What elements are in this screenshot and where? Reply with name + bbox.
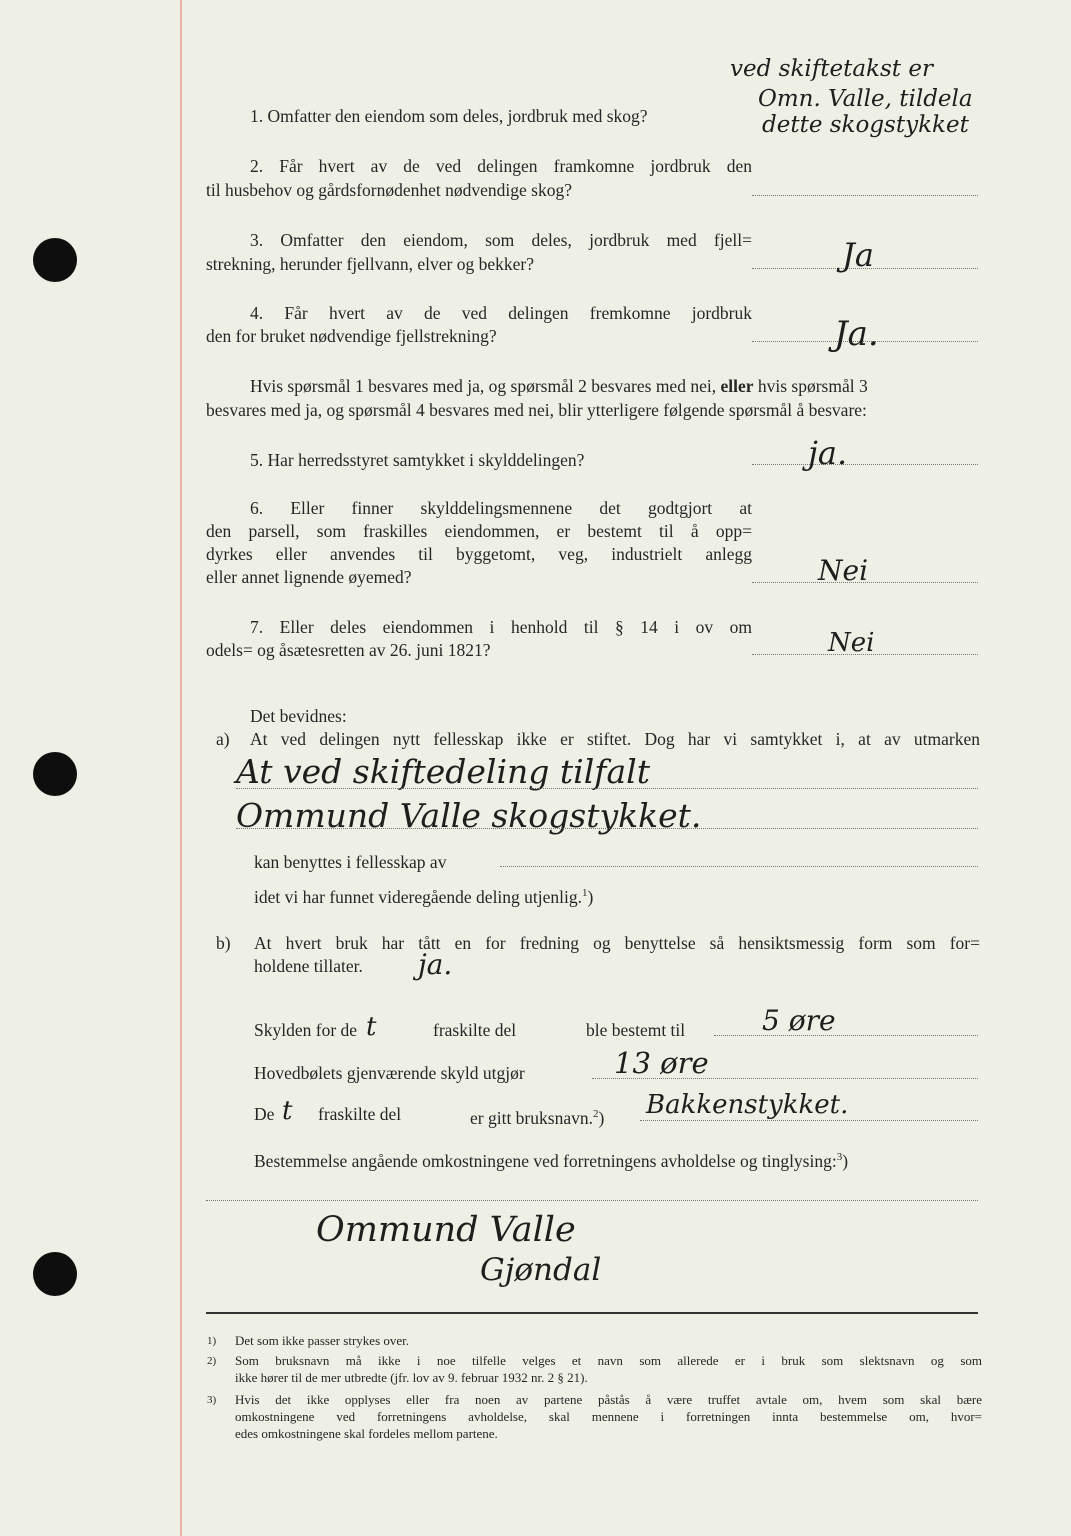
- question-7-line1: 7. Eller deles eiendommen i henhold til § 14 i ov om: [250, 617, 752, 637]
- question-6-line2: den parsell, som fraskilles eiendommen, er bestemt til å opp=: [206, 521, 752, 541]
- signature-line2: Gjøndal: [480, 1252, 602, 1288]
- certification-heading: Det bevidnes:: [250, 706, 347, 726]
- question-7-line2: odels= og åsætesretten av 26. juni 1821?: [206, 640, 491, 660]
- item-b-line2: holdene tillater.: [254, 956, 363, 976]
- item-a-text: At ved delingen nytt fellesskap ikke er stiftet. Dog har vi samtykket i, at av utmarken: [250, 729, 980, 749]
- item-a-label: a): [216, 729, 230, 749]
- item-b-label: b): [216, 933, 231, 953]
- common-use-line: [500, 866, 978, 867]
- item-b-answer: ja.: [418, 948, 453, 981]
- footnote-3: 3) Hvis det ikke opplyses eller fra noen av partene påstås å være truffet avtale om, hvem som skal bære omkostningene ved forretningens avholdelse, skal mennene i forretningen innta bestemmelse om, hvor= edes omkostningene skal fordeles mellom partene.: [207, 1392, 982, 1441]
- skyld-line3-a: De: [254, 1104, 275, 1124]
- question-2-line2: til husbehov og gårdsfornødenhet nødvendige skog?: [206, 180, 572, 200]
- footnote-rule: [206, 1312, 978, 1314]
- item-a-line-1: [236, 788, 978, 789]
- signature-line1: Ommund Valle: [316, 1210, 576, 1250]
- skyld-line1-value: 5 øre: [762, 1004, 836, 1037]
- skyld-line3-b: fraskilte del: [318, 1104, 402, 1124]
- costs-line: [206, 1200, 978, 1201]
- answer-3: Ja: [842, 236, 874, 274]
- question-5: 5. Har herredsstyret samtykket i skylddelingen?: [250, 450, 585, 470]
- question-4-line2: den for bruket nødvendige fjellstrekning?: [206, 326, 497, 346]
- idet-text: idet vi har funnet videregående deling utjenlig.$^1$): [254, 886, 594, 907]
- skyld-line1-a: Skylden for de: [254, 1020, 358, 1040]
- question-2-line1: 2. Får hvert av de ved delingen framkomne jordbruk den: [250, 156, 752, 176]
- skyld-line1-b: fraskilte del: [433, 1020, 517, 1040]
- answer-2-line: [752, 195, 978, 196]
- skyld-line1-handwritten-t: t: [366, 1012, 377, 1042]
- punch-hole-bottom: [33, 1252, 77, 1296]
- answer-1-line2: Omn. Valle, tildela: [758, 86, 973, 112]
- skyld-line3-handwritten-t: t: [282, 1096, 293, 1126]
- skyld-line1-dots: [714, 1035, 978, 1036]
- item-a-line-2: [236, 828, 978, 829]
- question-3-line2: strekning, herunder fjellvann, elver og bekker?: [206, 254, 534, 274]
- question-3-line1: 3. Omfatter den eiendom, som deles, jordbruk med fjell=: [250, 230, 752, 250]
- answer-1-line3: dette skogstykket: [762, 112, 969, 138]
- answer-4: Ja.: [834, 314, 879, 354]
- skyld-line4-text: Bestemmelse angående omkostningene ved forretningens avholdelse og tinglysing:$^3$): [254, 1150, 849, 1171]
- skyld-line3-c: er gitt bruksnavn.$^2$): [470, 1107, 605, 1128]
- punch-hole-top: [33, 238, 77, 282]
- skyld-line3-value: Bakkenstykket.: [646, 1090, 849, 1120]
- item-a-handwriting-2: Ommund Valle skogstykket.: [236, 796, 702, 835]
- question-4-line1: 4. Får hvert av de ved delingen fremkomne jordbruk: [250, 303, 752, 323]
- answer-6: Nei: [818, 554, 869, 587]
- condition-line2: besvares med ja, og spørsmål 4 besvares med nei, blir ytterligere følgende spørsmål å besvare:: [206, 400, 867, 420]
- answer-1-line1: ved skiftetakst er: [730, 56, 933, 82]
- answer-7: Nei: [828, 628, 875, 658]
- question-1: 1. Omfatter den eiendom som deles, jordbruk med skog?: [250, 106, 648, 126]
- skyld-line3-dots: [640, 1120, 978, 1121]
- item-a-handwriting-1: At ved skiftedeling tilfalt: [236, 752, 650, 791]
- question-6-line1: 6. Eller finner skylddelingsmennene det godtgjort at: [250, 498, 752, 518]
- condition-line1: Hvis spørsmål 1 besvares med ja, og spørsmål 2 besvares med nei, eller hvis spørsmål 3: [250, 376, 868, 396]
- skyld-line2-value: 13 øre: [614, 1046, 709, 1080]
- skyld-line2-text: Hovedbølets gjenværende skyld utgjør: [254, 1063, 525, 1083]
- answer-5-line: [752, 464, 978, 465]
- margin-line: [180, 0, 182, 1536]
- skyld-line1-c: ble bestemt til: [586, 1020, 686, 1040]
- common-use-text: kan benyttes i fellesskap av: [254, 852, 447, 872]
- footnote-1: 1) Det som ikke passer strykes over.: [207, 1333, 410, 1348]
- question-6-line3: dyrkes eller anvendes til byggetomt, veg, industrielt anlegg: [206, 544, 752, 564]
- answer-5: ja.: [808, 434, 848, 472]
- item-b-line1: At hvert bruk har tått en for fredning og benyttelse så hensiktsmessig form som for=: [254, 933, 980, 953]
- punch-hole-middle: [33, 752, 77, 796]
- question-6-line4: eller annet lignende øyemed?: [206, 567, 412, 587]
- footnote-2: 2) Som bruksnavn må ikke i noe tilfelle velges et navn som allerede er i bruk som slektsnavn og som ikke hører til de mer utbredte (jfr. lov av 9. februar 1932 nr. 2 § 21).: [207, 1353, 982, 1385]
